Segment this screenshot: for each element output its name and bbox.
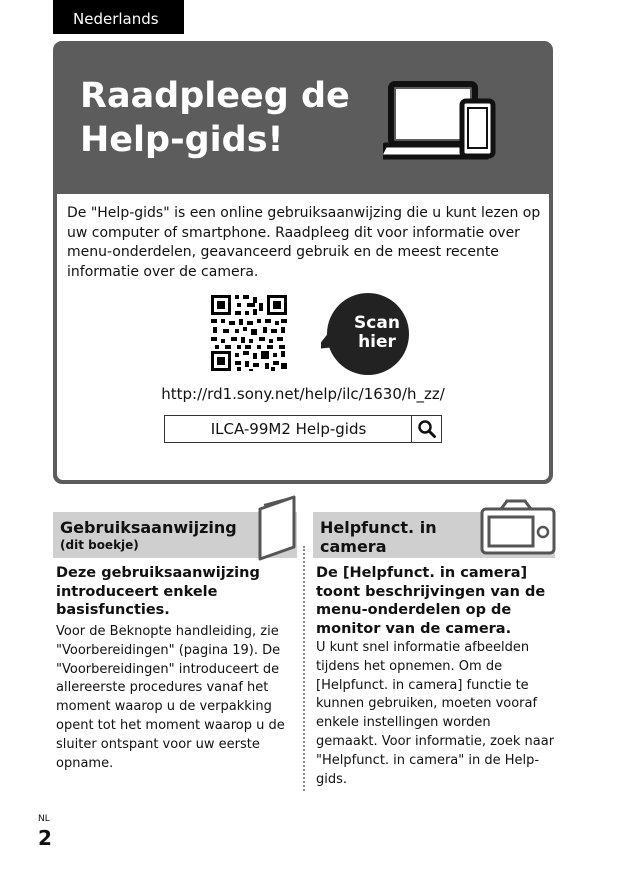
card-title-line1: Raadpleeg de <box>80 76 350 116</box>
scan-line1: Scan <box>354 313 400 333</box>
language-tab: Nederlands <box>53 0 184 34</box>
in-camera-help-lead: De [Helpfunct. in camera] toont beschrijvingen van de menu-onderdelen op de monitor van de camera. <box>316 565 546 637</box>
search-box[interactable] <box>164 415 442 443</box>
intro-text: De "Help-gids" is een online gebruiksaanwijzing die u kunt lezen op uw computer of smartphone. Raadpleeg dit voor informatie over menu-onderdelen, geavanceerd gebruik en de meest recente informatie over de camera. <box>67 205 541 280</box>
scan-line2: hier <box>358 332 396 352</box>
computer-smartphone-icon <box>383 77 503 167</box>
manual-header-title: Gebruiksaanwijzing <box>60 518 237 537</box>
column-divider <box>303 546 305 791</box>
page-number: 2 <box>38 826 52 850</box>
manual-lead: Deze gebruiksaanwijzing introduceert enkele basisfuncties. <box>56 565 260 618</box>
page-language-code: NL <box>38 814 50 824</box>
manual-header-subtitle: (dit boekje) <box>60 538 139 552</box>
booklet-icon <box>254 495 300 561</box>
search-icon <box>417 419 437 439</box>
manual-body: Voor de Beknopte handleiding, zie "Voorbereidingen" (pagina 19). De "Voorbereidingen" introduceert de allereerste procedures vanaf het moment waarop u de verpakking opent tot het moment waarop u de sluiter ontspant voor uw eerste opname. <box>56 624 285 771</box>
search-input[interactable]: ILCA-99M2 Help-gids <box>210 420 367 438</box>
scan-here-label <box>341 314 413 352</box>
help-guide-url[interactable]: http://rd1.sony.net/help/ilc/1630/h_zz/ <box>161 385 445 403</box>
camera-icon <box>479 499 557 557</box>
help-guide-card <box>53 41 553 484</box>
in-camera-help-title: Helpfunct. in camera <box>320 518 437 556</box>
qr-code-icon[interactable] <box>209 293 289 373</box>
in-camera-help-body: U kunt snel informatie afbeelden tijdens het opnemen. Om de [Helpfunct. in camera] functie te kunnen gebruiken, moeten vooraf enkele instellingen worden gemaakt. Voor informatie, zoek naar "Helpfunct. in camera" in de Help-gids. <box>316 640 555 787</box>
search-button[interactable] <box>411 416 441 442</box>
card-content <box>57 194 549 480</box>
card-title-line2: Help-gids! <box>80 120 284 160</box>
card-title <box>80 74 350 162</box>
